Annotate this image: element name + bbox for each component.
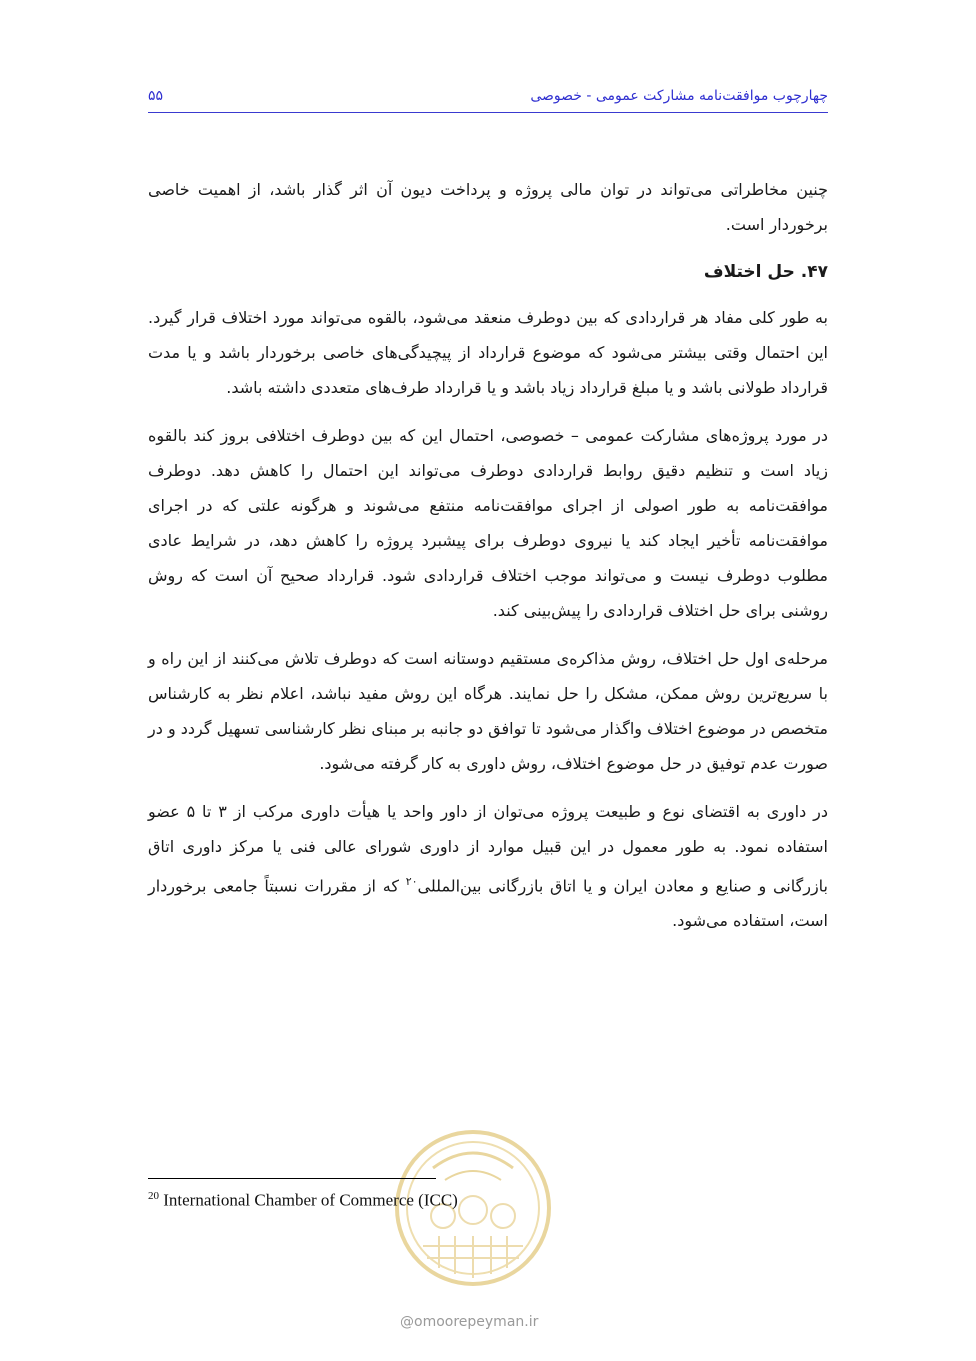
paragraph-intro: چنین مخاطراتی می‌تواند در توان مالی پروژه و پرداخت دیون آن اثر گذار باشد، از اهمیت خاصی برخوردار است. [148, 180, 828, 234]
arbitration-text-start: در داوری به اقتضای نوع و طبیعت پروژه می‌توان از داور واحد یا هیأت داوری مرکب از ۳ تا ۵ عضو استفاده نمود. به طور معمول در این قبیل موارد از داوری شورای عالی فنی یا مرکز داوری اتاق بازرگانی و صنایع و معادن ایران و یا اتاق بازرگانی بین‌المللی [148, 802, 829, 896]
footnote-number: 20 [148, 1190, 159, 1202]
running-title: چهارچوب موافقت‌نامه مشارکت عمومی - خصوصی [530, 88, 828, 104]
page-body [148, 172, 828, 951]
footnote-reference[interactable]: ۲۰ [405, 875, 418, 888]
page-number: ۵۵ [148, 88, 164, 104]
arbitration-text-end: که از مقررات نسبتاً جامعی برخوردار است، استفاده می‌شود. [148, 876, 828, 931]
watermark-url: @omoorepeyman.ir [400, 1314, 539, 1330]
section-heading: ۴۷. حل اختلاف [703, 262, 828, 282]
footnote-text: International Chamber of Commerce (ICC) [159, 1190, 458, 1210]
footnote [148, 1190, 458, 1211]
paragraph-arbitration [148, 794, 828, 938]
page-header [148, 84, 828, 113]
paragraph-ppp-disputes: در مورد پروژه‌های مشارکت عمومی – خصوصی، احتمال این که بین دوطرف اختلافی بروز کند بالقوه زیاد است و تنظیم دقیق روابط قراردادی دوطرف می‌تواند این احتمال را کاهش دهد. دوطرف موافقت‌نامه به طور اصولی از اجرای موافقت‌نامه منتفع می‌شوند و هرگونه علتی که در اجرای موافقت‌نامه تأخیر ایجاد کند یا نیروی دوطرف برای پیشبرد پروژه را کاهش دهد، در شرایط عادی مطلوب دوطرف نیست و می‌تواند موجب اختلاف قراردادی شود. قرارداد صحیح آن است که روش روشنی برای حل اختلاف قراردادی را پیش‌بینی کند. [148, 426, 828, 620]
footnote-divider [148, 1178, 436, 1179]
paragraph-dispute-general: به طور کلی مفاد هر قراردادی که بین دوطرف منعقد می‌شود، بالقوه می‌تواند مورد اختلاف قرار گیرد. این احتمال وقتی بیشتر می‌شود که موضوع قرارداد از پیچیدگی‌های خاصی برخوردار باشد و یا مدت قرارداد طولانی باشد و یا مبلغ قرارداد زیاد باشد و یا قرارداد طرف‌های متعددی داشته باشد. [148, 308, 828, 397]
paragraph-negotiation: مرحله‌ی اول حل اختلاف، روش مذاکره‌ی مستقیم دوستانه است که دوطرف تلاش می‌کنند از این راه و با سریع‌ترین روش ممکن، مشکل را حل نمایند. هرگاه این روش مفید نباشد، اعلام نظر به کارشناس متخصص در موضوع اختلاف واگذار می‌شود تا توافق دو جانبه بر مبنای نظر کارشناسی تسهیل گردد و در صورت عدم توفیق در حل موضوع اختلاف، روش داوری به کار گرفته می‌شود. [148, 649, 828, 773]
